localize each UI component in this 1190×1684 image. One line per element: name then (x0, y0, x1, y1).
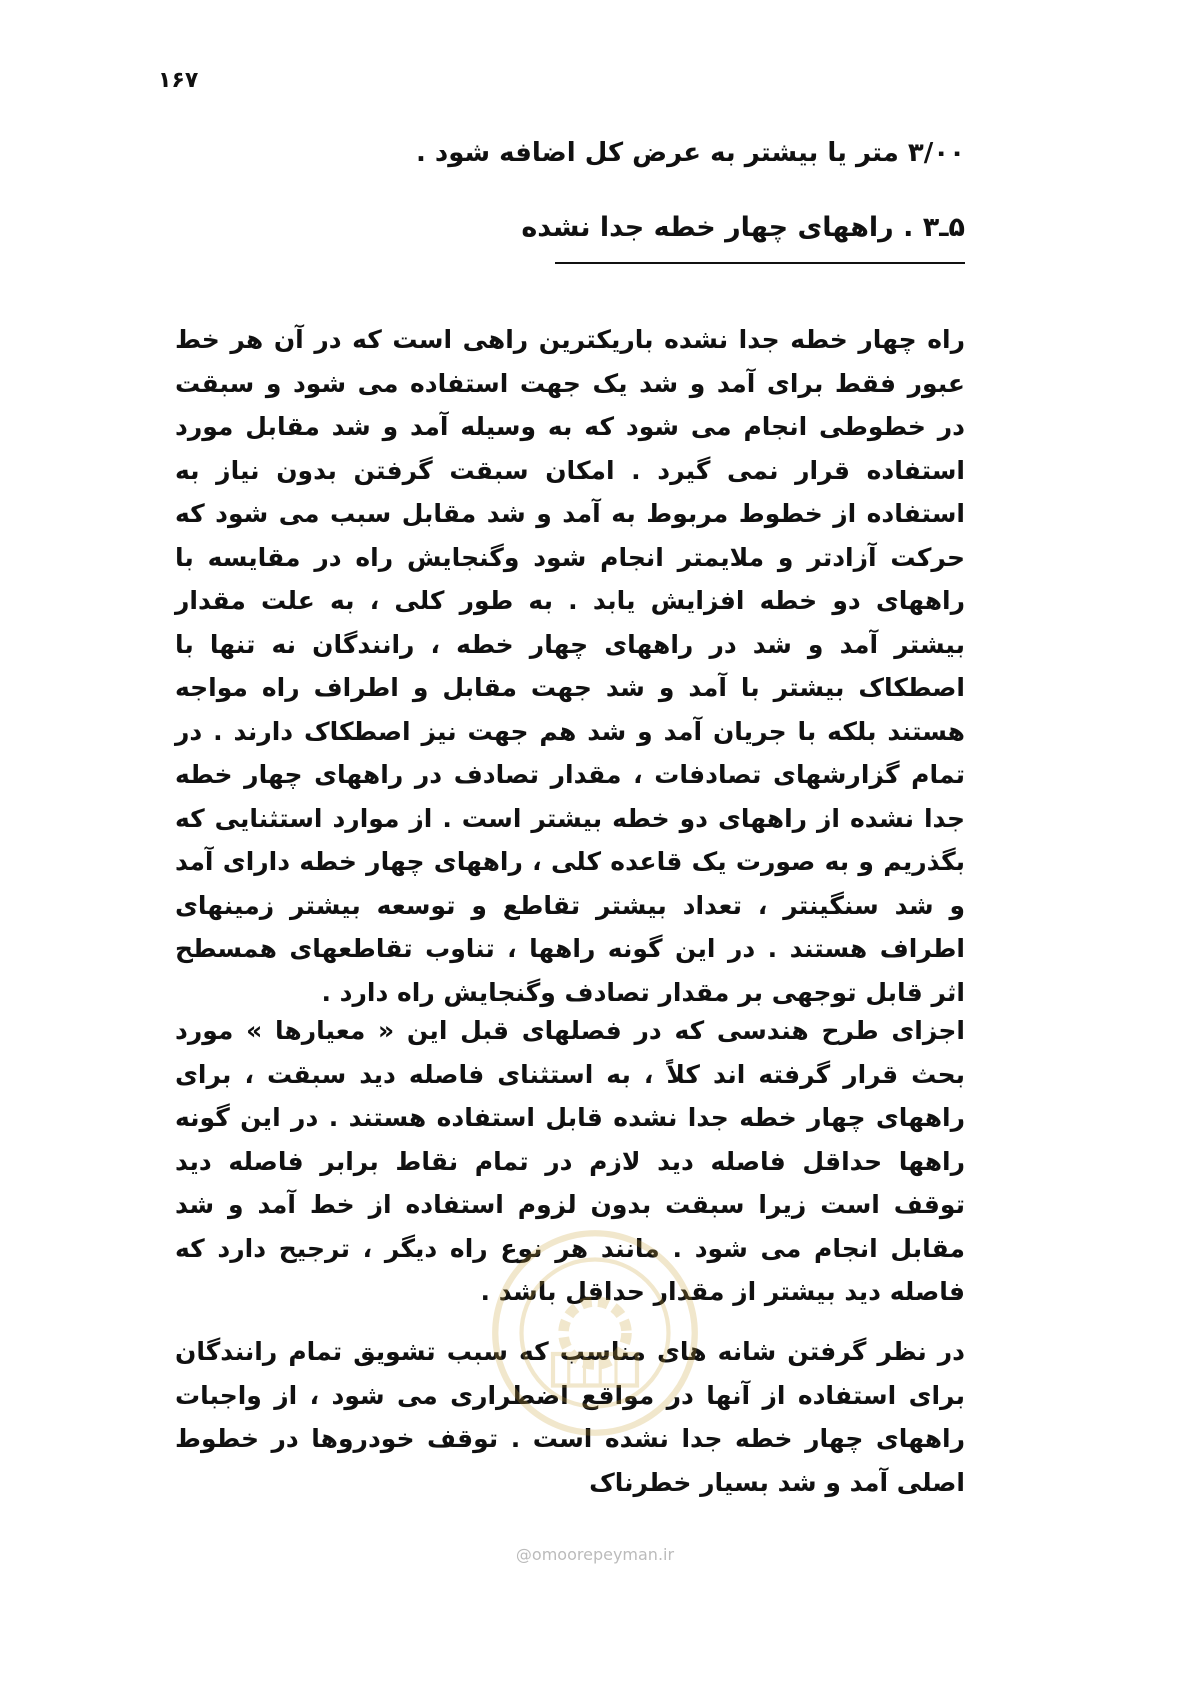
page-number: ۱۶۷ (158, 68, 199, 93)
watermark-url: @omoorepeyman.ir (515, 1545, 675, 1564)
paragraph-2: اجزای طرح هندسی که در فصلهای قبل این « معیارها » مورد بحث قرار گرفته اند کلاً ، به استثنای فاصله دید سبقت ، برای راههای چهار خطه جدا نشده قابل استفاده هستند . در این گونه راهها حداقل فاصله دید لازم در تمام نقاط برابر فاصله دید توقف است زیرا سبقت بدون لزوم استفاده از خط آمد و شد مقابل انجام می شود . مانند هر نوع راه دیگر ، ترجیح دارد که فاصله دید بیشتر از مقدار حداقل باشد . (175, 1016, 965, 1306)
heading-underline (555, 262, 965, 264)
paragraph-3: در نظر گرفتن شانه های مناسب که سبب تشویق تمام رانندگان برای استفاده از آنها در مواقع اضطراری می شود ، از واجبات راههای چهار خطه جدا نشده است . توقف خودروها در خطوط اصلی آمد و شد بسیار خطرناک (175, 1337, 965, 1497)
continuation-line: ۳/۰۰ متر یا بیشتر به عرض کل اضافه شود . (415, 138, 965, 168)
paragraph-1: راه چهار خطه جدا نشده باریکترین راهی است که در آن هر خط عبور فقط برای آمد و شد یک جهت استفاده می شود و سبقت در خطوطی انجام می شود که به وسیله آمد و شد مقابل مورد استفاده قرار نمی گیرد . امکان سبقت گرفتن بدون نیاز به استفاده از خطوط مربوط به آمد و شد مقابل سبب می شود که حرکت آزادتر و ملایمتر انجام شود وگنجایش راه در مقایسه با راههای دو خطه افزایش یابد . به طور کلی ، به علت مقدار بیشتر آمد و شد در راههای چهار خطه ، رانندگان نه تنها با اصطکاک بیشتر با آمد و شد جهت مقابل و اطراف راه مواجه هستند بلکه با جریان آمد و شد هم جهت نیز اصطکاک دارند . در تمام گزارشهای تصادفات ، مقدار تصادف در راههای چهار خطه جدا نشده از راههای دو خطه بیشتر است . از موارد استثنایی که بگذریم و به صورت یک قاعده کلی ، راههای چهار خطه دارای آمد و شد سنگینتر ، تعداد بیشتر تقاطع و توسعه بیشتر زمینهای اطراف هستند . در این گونه راهها ، تناوب تقاطعهای همسطح اثر قابل توجهی بر مقدار تصادف وگنجایش راه دارد . (175, 325, 965, 1007)
watermark-seal-icon (490, 1228, 700, 1438)
section-heading: ۵ـ۳ . راههای چهار خطه جدا نشده (521, 212, 965, 243)
